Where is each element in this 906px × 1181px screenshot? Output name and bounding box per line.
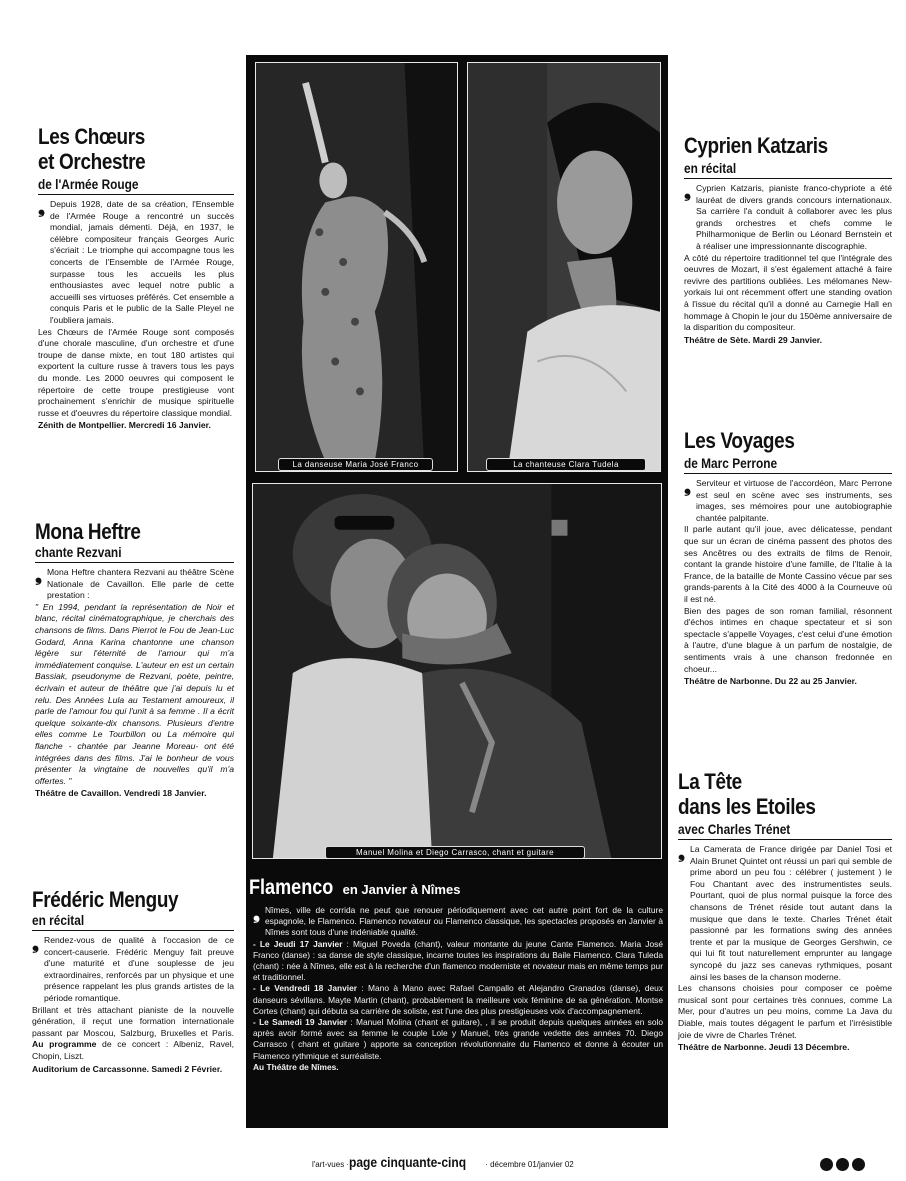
tete-venue: Théâtre de Narbonne. Jeudi 13 Décembre. [678, 1042, 850, 1053]
flamenco-body [253, 905, 663, 1073]
frederic-venue: Auditorium de Carcassonne. Samedi 2 Février. [32, 1063, 223, 1074]
tete-para-2: Les chansons choisies pour composer ce poème musical sont pour certaines très connues, comme La Mer, pour d'autres un peu moins, comme La Java du Diable, mais toutes dégagent le parfum et l'irrésistible joie de vivre de Charles Trénet. [678, 983, 892, 1040]
footer-dots [820, 1158, 868, 1176]
cyprien-para-1: ❟ Cyprien Katzaris, pianiste franco-chypriote a été lauréat de divers grands concours internationaux. Sa carrière l'a conduit à collaborer avec les plus grands orchestres et chefs comme le Philharmonique de Berlin ou Léonard Bernstein et à réaliser une impressionnante discographie. [684, 181, 892, 251]
mona-para-1: ❟ Mona Heftre chantera Rezvani au théâtre Scène Nationale de Cavaillon. Elle parle de cette prestation : [35, 565, 234, 601]
flamenco-day-2: - Le Vendredi 18 Janvier : Mano à Mano avec Rafael Campallo et Alejandro Granados (danse), deux danseurs sévillans. Mayte Martin (chant), probablement la meilleure voix féminine de sa génération. Montse Cortes (chant) qui débuta sa carrière de soliste, est l'une des plus prestigieuses voix d'accompagnement. [253, 983, 664, 1016]
tete-subtitle: avec Charles Trénet [678, 822, 791, 837]
paragraph-mark-icon: ❟ [35, 565, 43, 585]
divider [678, 839, 892, 840]
tete-para-1: ❟ La Camerata de France dirigée par Daniel Tosi et Alain Brunet Quintet ont réussi un pari qui semble de prime abord un peu fou : célébrer ( justement ) le Fou Chantant avec des instrumentistes seuls. Pourtant, quoi de plus normal puisque la force des chansons de Trénet réside tout autant dans la musique que dans le texte. Charles Trénet était passionné par les formations swing des années trente et par la musique de Georges Gershwin, ce qui lui fit tout naturellement emprunter au langage syncopé du jazz ses canevas rythmiques, posant ainsi les bases de la chanson moderne. [678, 842, 892, 982]
mona-title: Mona Heftre [35, 519, 141, 544]
paragraph-mark-icon: ❟ [32, 933, 40, 953]
footer-brand: l'art-vues · [312, 1160, 350, 1169]
dot-icon [836, 1158, 849, 1171]
divider [684, 473, 892, 474]
caption-singer: La chanteuse Clara Tudela [486, 458, 646, 471]
voyages-venue: Théâtre de Narbonne. Du 22 au 25 Janvier. [684, 676, 857, 687]
article-cyprien [684, 133, 892, 346]
choeurs-para-1: ❟ Depuis 1928, date de sa création, l'Ensemble de l'Armée Rouge a rencontré un succès mondial, jamais démenti. Déjà, en 1937, le célèbre compositeur français Georges Auric s'écriait : Le triomphe qui accompagne tous les concerts de l'Ensemble de l'Armée Rouge, surpasse tous les accueils les plus enthousiastes avec lequel notre public a accueilli ses virtuoses préférés. Cet ensemble a conquis Paris et le public de la Salle Pleyel ne l'oubliera jamais. [38, 197, 234, 325]
flamenco-day-1: - Le Jeudi 17 Janvier : Miguel Poveda (chant), valeur montante du jeune Cante Flamenco. Maria José Franco (danse) : sa danse de style classique, incarne toutes les inspirations du Baile Flamenco. Clara Tuleda (chant) : née à Nîmes, elle est à la recherche d'un flamenco moderniste et novateur mais en même temps pur et traditionnel. [253, 938, 663, 983]
cyprien-venue: Théâtre de Sète. Mardi 29 Janvier. [684, 334, 823, 345]
divider [35, 562, 234, 563]
flamenco-day-3: - Le Samedi 19 Janvier : Manuel Molina (chant et guitare), , il se produit depuis quelques années en solo après avoir formé avec sa femme le couple Lole y Manuel, très grande vedette des années 70. Diego Carrasco ( chant et guitare ) apporte sa conception révolutionnaire du Flamenco et donne à écouter un Flamenco rythmique et surréaliste. [253, 1017, 664, 1061]
flamenco-title: Flamenco en Janvier à Nîmes [249, 876, 461, 899]
divider [684, 178, 892, 179]
dot-icon [820, 1158, 833, 1171]
frederic-subtitle: en récital [32, 913, 85, 928]
cyprien-subtitle: en récital [684, 161, 737, 176]
frederic-para-1: ❟ Rendez-vous de qualité à l'occasion de ce concert-causerie. Frédéric Menguy fait preuve d'une maturité et d'une souplesse de jeu extraordinaires, renforcés par un physique et une présence rappelant les plus grands artistes de la période romantique. [32, 933, 234, 1003]
mona-venue: Théâtre de Cavaillon. Vendredi 18 Janvier. [35, 788, 207, 799]
paragraph-mark-icon: ❟ [678, 842, 686, 862]
voyages-para-2: Il parle autant qu'il joue, avec délicatesse, pendant que sur un écran de cinéma passent des photos des ses Ancêtres ou des extraits de films de Renoir, contant la grande histoire d'une famille, de l'Italie à la France, de la bataille de Monte Cassino vécue par ses grands-parents à la Cité des 4000 à la Courneuve où il est né. [684, 524, 892, 604]
paragraph-mark-icon: ❟ [253, 903, 261, 923]
tete-title: La Tête dans les Etoiles [678, 769, 816, 819]
cyprien-title: Cyprien Katzaris [684, 133, 828, 158]
article-frederic [32, 887, 234, 1075]
footer-page-number: page cinquante-cinq [349, 1154, 467, 1170]
article-tete [678, 769, 892, 1054]
voyages-para-1: ❟ Serviteur et virtuose de l'accordéon, Marc Perrone est seul en scène avec ses instruments, ses images, ses mémoires pour une autobiographie chantée palpitante. [684, 476, 892, 523]
mona-quote: " En 1994, pendant la représentation de Noir et blanc, récital cinématographique, je cherchais des chansons de films. Dans Pierrot le Fou de Jean-Luc Godard, Anna Karina chantonne une chanson légère sur l'éternité de l'amour qui m'a immédiatement conquise. L'auteur en est un certain Bassiak, pseudonyme de Rezvani, poète, peintre, écrivain et auteur de théâtre que j'ai depuis lu et relu. Des Années Lula au Testament amoureux, il parle de l'amour fou qui l'unit à sa femme . Il a écrit quelque soixante-dix chansons. Plusieurs d'entre elles comme Le Tourbillon ou La mémoire qui flanche - chantée par Jeanne Moreau- ont été intégrées dans des films. J'ai le bonheur de vous présenter la vingtaine de nouvelles qu'il m'a offertes. " [35, 601, 234, 786]
divider [32, 930, 234, 931]
choeurs-para-2: Les Chœurs de l'Armée Rouge sont composés d'une chorale masculine, d'un orchestre et d'une troupe de danse mixte, en tout 180 artistes qui exportent la culture russe à travers tous les pays du monde. Les 2000 oeuvres qui composent le répertoire de cette troupe prestigieuse vont prochainement s'enrichir de musique spirituelle russe et d'oeuvres du répertoire classique mondial. [38, 326, 234, 418]
photo-musicians [252, 483, 662, 859]
article-choeurs [38, 124, 234, 432]
paragraph-mark-icon: ❟ [684, 476, 692, 496]
page-footer [312, 1154, 574, 1170]
frederic-title: Frédéric Menguy [32, 887, 179, 912]
frederic-para-2: Brillant et très attachant pianiste de la nouvelle génération, il reçut une formation internationale passant par Moscou, Salzburg, Bruxelles et Paris. Au programme de ce concert : Albeniz, Ravel, Chopin, Liszt. [32, 1004, 234, 1061]
flamenco-venue: Au Théâtre de Nîmes. [253, 1061, 339, 1072]
flamenco-intro: ❟ Nîmes, ville de corrida ne peut que renouer périodiquement avec cet autre point fort de la culture espagnole, le Flamenco. Flamenco novateur ou Flamenco classique, les spectacles proposés en Janvier à Nîmes sont tous d'une indéniable qualité. [253, 903, 663, 938]
dot-icon [852, 1158, 865, 1171]
voyages-para-3: Bien des pages de son roman familial, résonnent d'échos intimes en chaque spectateur et si son spectacle s'appelle Voyages, c'est celui d'une émotion à l'autre, d'une blague à un parfum de nostalgie, de sentiments vrais à une chanson fredonnée en choeur... [684, 605, 892, 674]
cyprien-para-2: A côté du répertoire traditionnel tel que l'intégrale des oeuvres de Mozart, il s'est également attaché à faire revivre des partitions oubliées. Les mélomanes New-yorkais lui ont récemment offert une standing ovation à l'issue du récital qu'il a donné au Carnegie Hall en hommage à Chopin le jour du 150ème anniversaire de la disparition du compositeur. [684, 252, 892, 333]
article-mona [35, 519, 234, 800]
mona-subtitle: chante Rezvani [35, 545, 122, 560]
paragraph-mark-icon: ❟ [684, 181, 692, 201]
paragraph-mark-icon: ❟ [38, 197, 46, 217]
caption-musicians: Manuel Molina et Diego Carrasco, chant et guitare [325, 846, 585, 859]
footer-date: · décembre 01/janvier 02 [485, 1160, 574, 1169]
photo-singer [467, 62, 661, 472]
caption-dancer: La danseuse Maria José Franco [278, 458, 433, 471]
choeurs-venue: Zénith de Montpellier. Mercredi 16 Janvier. [38, 420, 211, 431]
photo-dancer [255, 62, 458, 472]
article-voyages [684, 428, 892, 688]
choeurs-title: Les Chœurs et Orchestre [38, 124, 146, 174]
divider [38, 194, 234, 195]
voyages-title: Les Voyages [684, 428, 795, 453]
voyages-subtitle: de Marc Perrone [684, 456, 778, 471]
choeurs-subtitle: de l'Armée Rouge [38, 177, 139, 192]
